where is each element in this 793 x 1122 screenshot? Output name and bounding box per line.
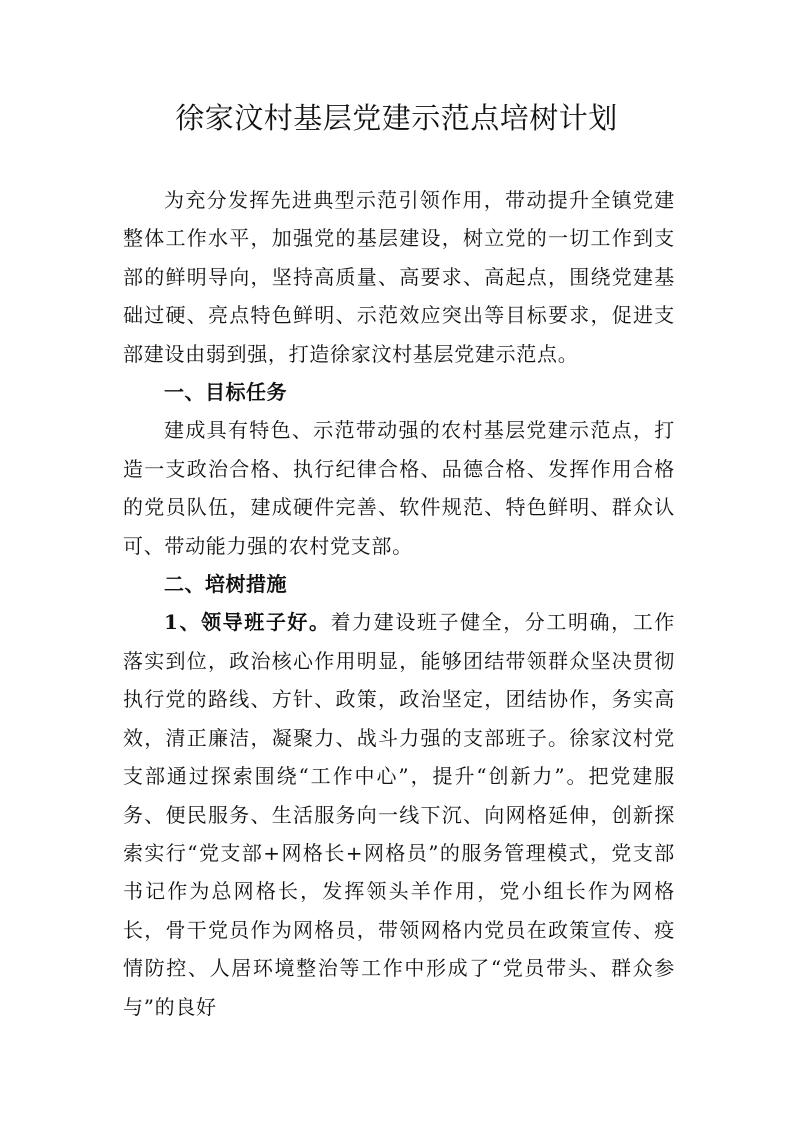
section-heading-goals: 一、目标任务 (164, 380, 287, 405)
goals-paragraph: 建成具有特色、示范带动强的农村基层党建示范点，打造一支政治合格、执行纪律合格、品德合格、发挥作用合格的党员队伍，建成硬件完善、软件规范、特色鲜明、群众认可、带动能力强的农村党支部。 (123, 418, 675, 558)
measures-item-lead: 1、领导班子好。 (164, 610, 331, 635)
measures-item-text: 着力建设班子健全，分工明确，工作落实到位，政治核心作用明显，能够团结带领群众坚决贯彻执行党的路线、方针、政策，政治坚定，团结协作，务实高效，清正廉洁，凝聚力、战斗力强的支部班子。徐家汶村党支部通过探索围绕“工作中心”，提升“创新力”。把党建服务、便民服务、生活服务向一线下沉、向网格延伸，创新探索实行“党支部+网格长+网格员”的服务管理模式，党支部书记作为总网格长，发挥领头羊作用，党小组长作为网格长，骨干党员作为网格员，带领网格内党员在政策宣传、疫情防控、人居环境整治等工作中形成了“党员带头、群众参与”的良好 (123, 610, 675, 1019)
measures-item-paragraph (123, 603, 675, 1025)
intro-paragraph: 为充分发挥先进典型示范引领作用，带动提升全镇党建整体工作水平，加强党的基层建设，树立党的一切工作到支部的鲜明导向，坚持高质量、高要求、高起点，围绕党建基础过硬、亮点特色鲜明、示范效应突出等目标要求，促进支部建设由弱到强，打造徐家汶村基层党建示范点。 (123, 188, 675, 366)
section-heading-measures: 二、培树措施 (164, 572, 287, 597)
document-body (123, 181, 675, 1026)
document-title: 徐家汶村基层党建示范点培树计划 (175, 101, 618, 135)
